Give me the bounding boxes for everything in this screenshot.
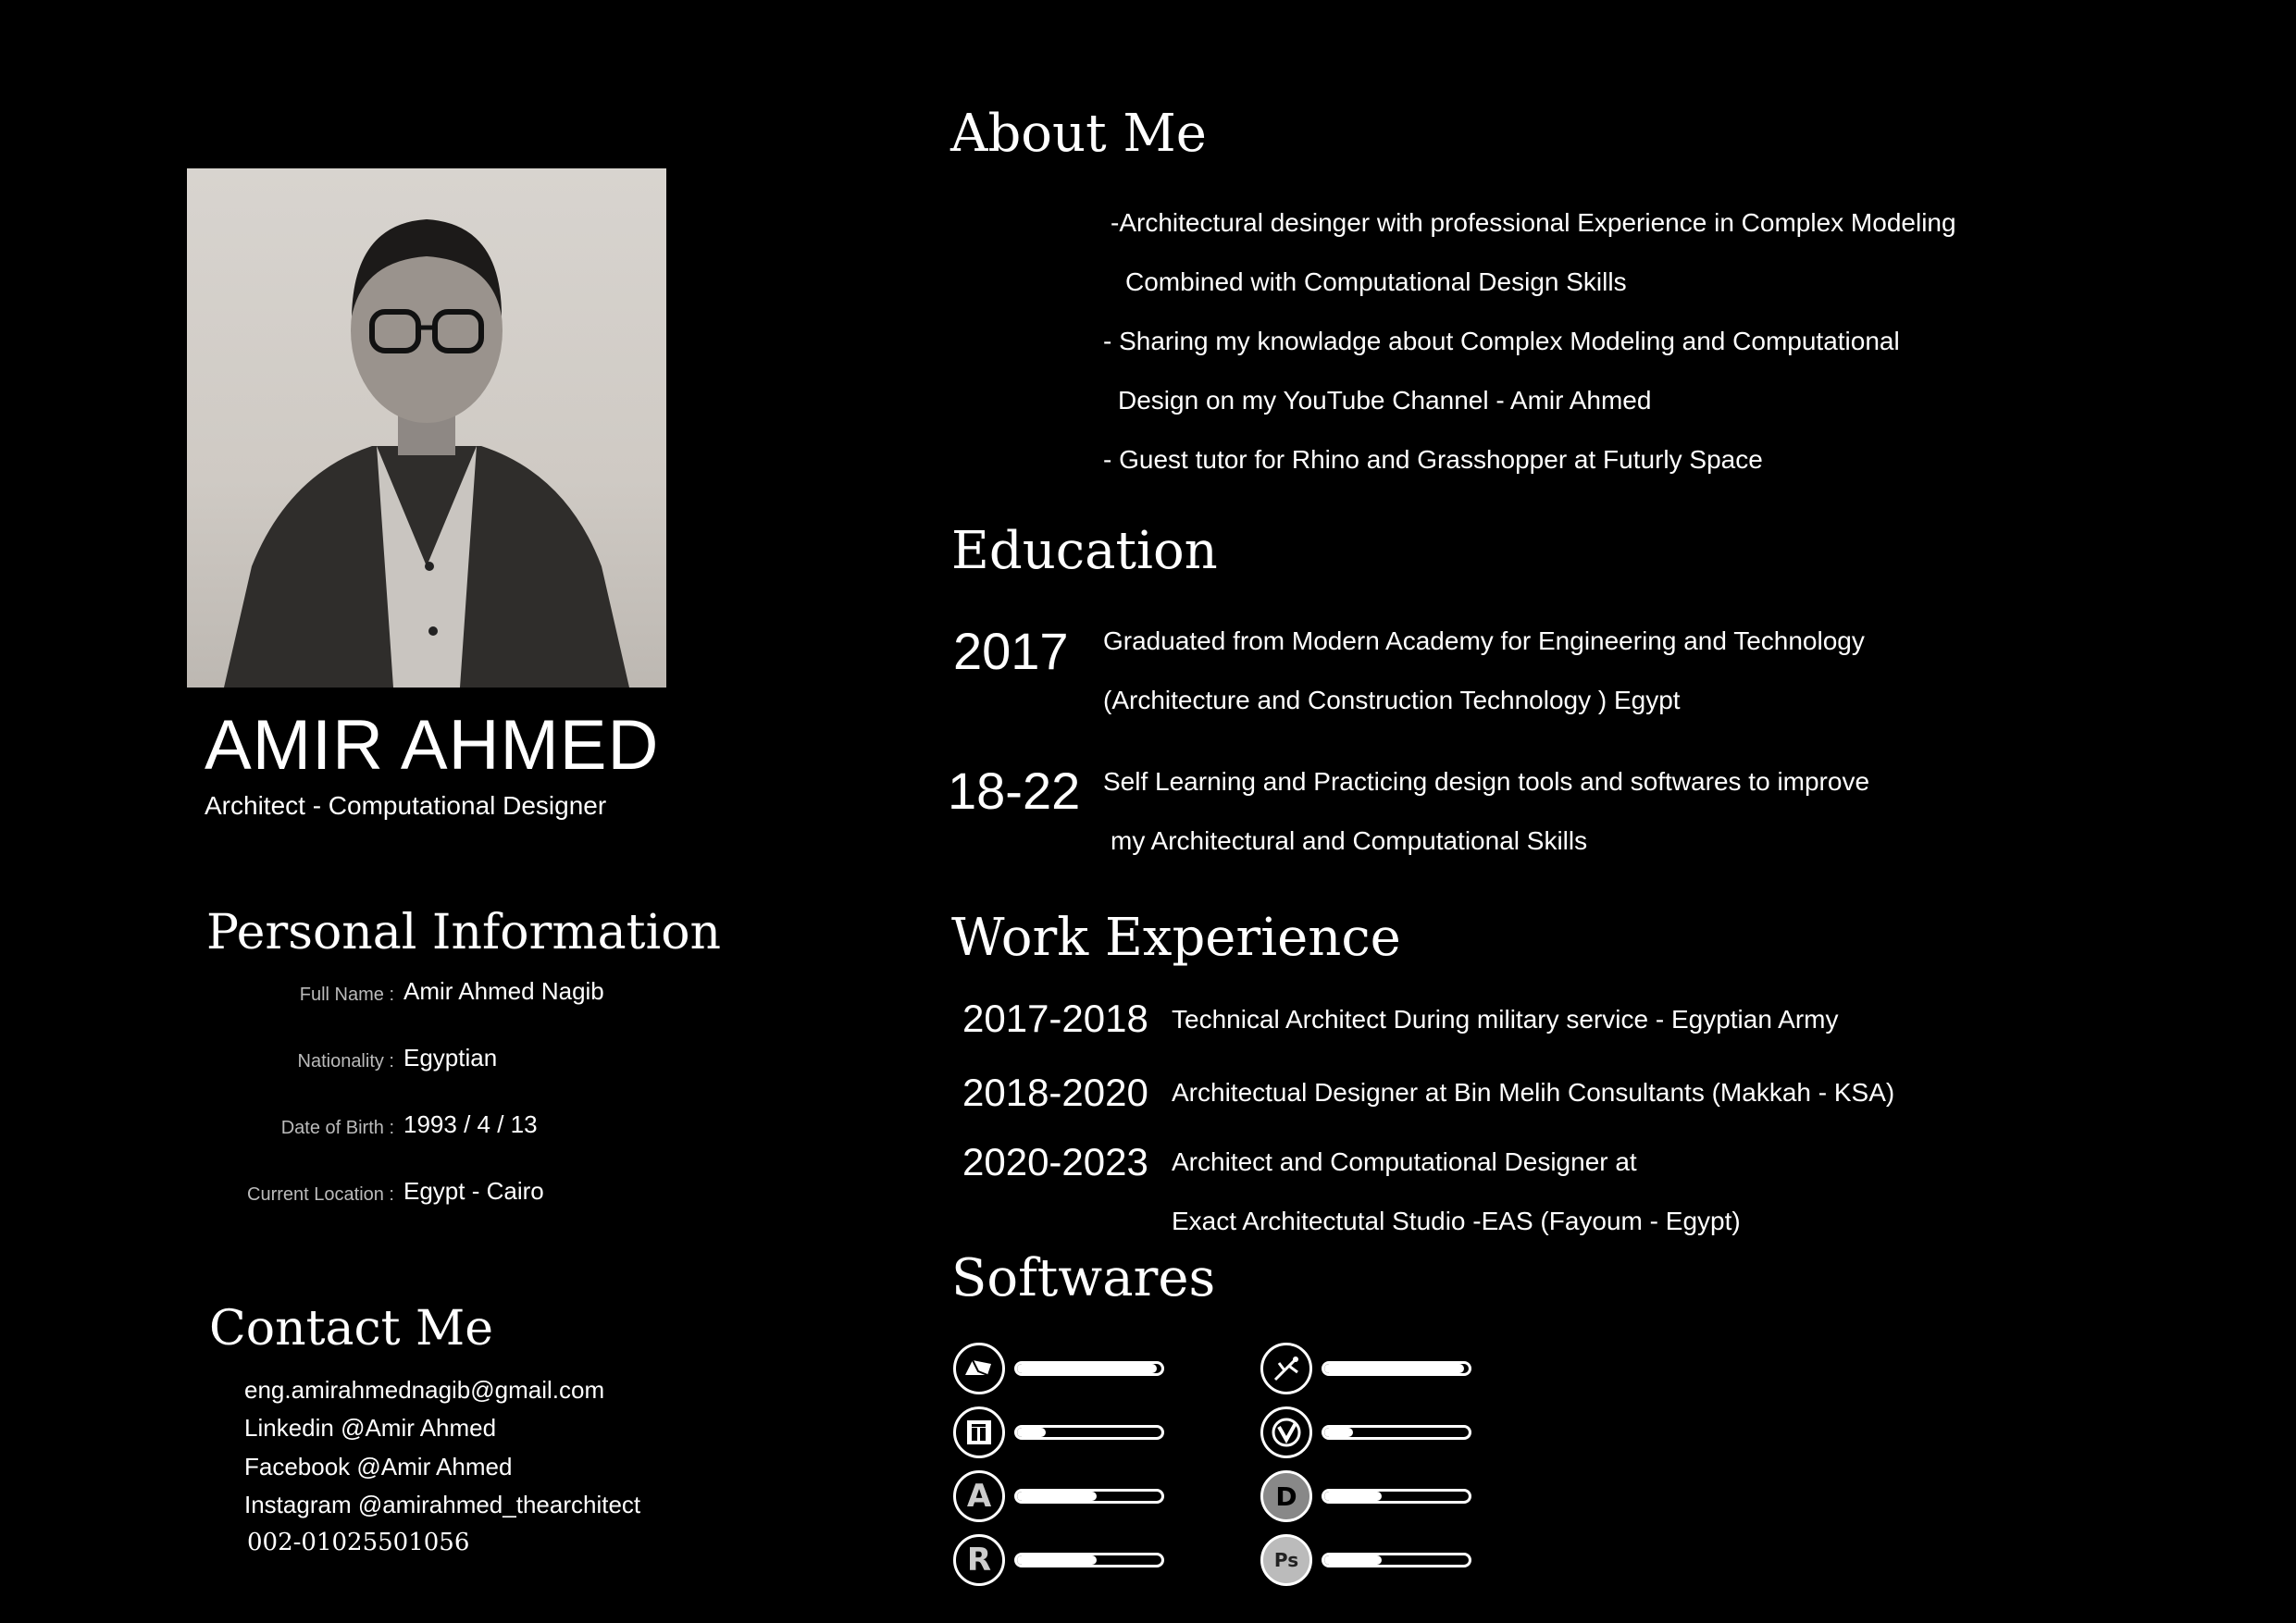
software-skill (953, 1343, 1175, 1398)
personal-info-label: Date of Birth : (280, 1118, 394, 1138)
photoshop-glyph: Ps (1273, 1549, 1299, 1571)
d5-render-icon (1260, 1470, 1312, 1522)
sketchup-layout-icon (953, 1406, 1005, 1458)
about-line: -Architectural desinger with professional Experience in Complex Modeling (1111, 208, 1956, 237)
skill-bar (1014, 1425, 1164, 1440)
education-line: (Architecture and Construction Technology ) Egypt (1103, 686, 1681, 714)
education-year: 18-22 (948, 762, 1081, 820)
education-line: Self Learning and Practicing design tools and softwares to improve (1103, 767, 1870, 796)
contact-heading: Contact Me (209, 1301, 494, 1357)
skill-bar (1014, 1361, 1164, 1376)
software-skill (953, 1470, 1175, 1526)
profile-role: Architect - Computational Designer (205, 791, 607, 820)
skill-bar (1322, 1553, 1471, 1567)
contact-email[interactable]: eng.amirahmednagib@gmail.com (244, 1376, 605, 1404)
skill-bar (1014, 1489, 1164, 1504)
work-line: Technical Architect During military service - Egyptian Army (1172, 1005, 1839, 1034)
education-year: 2017 (953, 622, 1069, 680)
contact-instagram[interactable]: Instagram @amirahmed_thearchitect (244, 1491, 641, 1518)
skill-bar (1322, 1489, 1471, 1504)
skill-bar (1322, 1361, 1471, 1376)
revit-icon (953, 1534, 1005, 1586)
work-heading: Work Experience (951, 908, 1401, 968)
education-line: my Architectural and Computational Skills (1111, 826, 1588, 855)
profile-name: AMIR AHMED (205, 706, 660, 785)
personal-info-value: 1993 / 4 / 13 (403, 1110, 538, 1138)
skill-bar-fill (1324, 1555, 1382, 1565)
education-heading: Education (951, 521, 1218, 581)
skill-bar (1322, 1425, 1471, 1440)
skill-bar-fill (1017, 1364, 1157, 1373)
personal-info-row (0, 1177, 648, 1214)
personal-info-value: Egyptian (403, 1044, 498, 1072)
profile-photo (187, 168, 666, 688)
work-years: 2020-2023 (962, 1140, 1148, 1183)
personal-info-value: Amir Ahmed Nagib (403, 977, 604, 1005)
work-line: Architectual Designer at Bin Melih Consultants (Makkah - KSA) (1172, 1078, 1895, 1107)
about-line: - Sharing my knowladge about Complex Modeling and Computational (1103, 327, 1900, 355)
d5-render-glyph: D (1275, 1481, 1297, 1512)
personal-info-row (0, 1044, 648, 1081)
contact-phone[interactable]: 002-01025501056 (247, 1529, 470, 1556)
about-line: Design on my YouTube Channel - Amir Ahmed (1118, 386, 1652, 415)
about-line: - Guest tutor for Rhino and Grasshopper at Futurly Space (1103, 445, 1763, 474)
contact-linkedin[interactable]: Linkedin @Amir Ahmed (244, 1414, 497, 1442)
skill-bar-fill (1017, 1428, 1046, 1437)
skill-bar (1014, 1553, 1164, 1567)
work-years: 2018-2020 (962, 1071, 1148, 1114)
about-line: Combined with Computational Design Skills (1125, 267, 1627, 296)
work-line: Architect and Computational Designer at (1172, 1147, 1637, 1176)
autocad-glyph: A (966, 1478, 992, 1515)
work-line: Exact Architectutal Studio -EAS (Fayoum - Egypt) (1172, 1207, 1741, 1235)
software-skill (1260, 1406, 1483, 1462)
personal-info-value: Egypt - Cairo (403, 1177, 544, 1205)
skill-bar-fill (1324, 1428, 1353, 1437)
grasshopper-icon (1260, 1343, 1312, 1394)
personal-info-row (0, 977, 648, 1014)
softwares-heading: Softwares (951, 1248, 1216, 1308)
software-skill (953, 1534, 1175, 1590)
rhino-icon (953, 1343, 1005, 1394)
work-years: 2017-2018 (962, 997, 1148, 1040)
photoshop-icon (1260, 1534, 1312, 1586)
autocad-icon (953, 1470, 1005, 1522)
revit-glyph: R (966, 1542, 992, 1579)
skill-bar-fill (1017, 1492, 1097, 1501)
vray-icon (1260, 1406, 1312, 1458)
contact-facebook[interactable]: Facebook @Amir Ahmed (244, 1453, 513, 1481)
software-skill (953, 1406, 1175, 1462)
personal-info-row (0, 1110, 648, 1147)
software-skill (1260, 1343, 1483, 1398)
skill-bar-fill (1324, 1492, 1382, 1501)
personal-info-label: Current Location : (247, 1184, 394, 1205)
software-skill (1260, 1534, 1483, 1590)
personal-info-label: Nationality : (297, 1051, 394, 1072)
education-line: Graduated from Modern Academy for Engineering and Technology (1103, 626, 1865, 655)
skill-bar-fill (1017, 1555, 1097, 1565)
software-skill (1260, 1470, 1483, 1526)
about-heading: About Me (950, 104, 1207, 164)
personal-info-label: Full Name : (299, 985, 394, 1005)
skill-bar-fill (1324, 1364, 1464, 1373)
personal-info-heading: Personal Information (206, 905, 722, 960)
